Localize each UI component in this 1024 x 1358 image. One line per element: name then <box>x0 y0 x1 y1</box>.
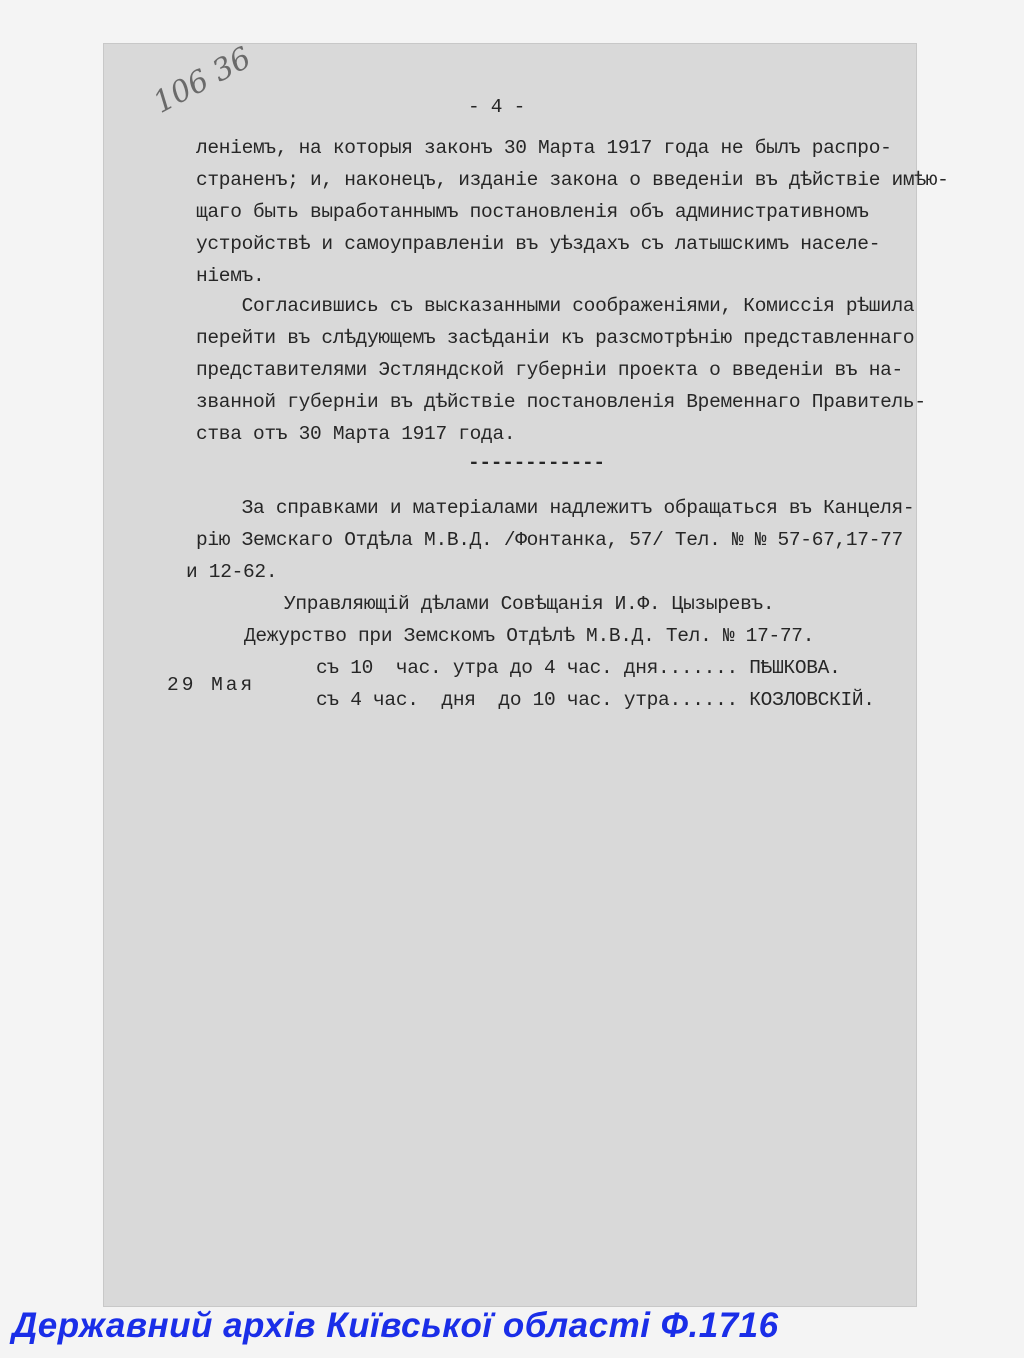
archive-stamp: Державний архів Київської області Ф.1716 <box>12 1306 779 1345</box>
text-line: ства отъ 30 Марта 1917 года. <box>196 423 516 445</box>
duty-line: Дежурство при Земскомъ Отдѣлѣ М.В.Д. Тел. № 17-77. <box>244 625 815 647</box>
text-line: устройствѣ и самоуправленіи въ уѣздахъ съ латышскимъ населе- <box>196 233 881 255</box>
text-line: Согласившись съ высказанными соображеніями, Комиссія рѣшила <box>196 295 915 317</box>
text-line: представителями Эстляндской губерніи проекта о введеніи въ на- <box>196 359 903 381</box>
text-line: рію Земскаго Отдѣла М.В.Д. /Фонтанка, 57/ Тел. № № 57-67,17-77 <box>196 529 903 551</box>
text-line: щаго быть выработаннымъ постановленія объ административномъ <box>196 201 869 223</box>
text-line: страненъ; и, наконецъ, изданіе закона о введеніи въ дѣйствіе имѣю- <box>196 169 949 191</box>
manager-line: Управляющій дѣлами Совѣщанія И.Ф. Цызыревъ. <box>284 593 775 615</box>
page-number: - 4 - <box>468 96 526 118</box>
text-line: За справками и матеріалами надлежитъ обращаться въ Канцеля- <box>196 497 915 519</box>
text-line: перейти въ слѣдующемъ засѣданіи къ разсмотрѣнію представленнаго <box>196 327 915 349</box>
handwritten-folio-number: 106 36 <box>147 40 257 121</box>
date-label: 29 Мая <box>167 674 256 696</box>
text-line: леніемъ, на которыя законъ 30 Марта 1917 года не былъ распро- <box>196 137 892 159</box>
shift-line: съ 4 час. дня до 10 час. утра...... КОЗЛОВСКІЙ. <box>316 689 875 711</box>
text-line: и 12-62. <box>186 561 278 583</box>
text-line: ніемъ. <box>196 265 265 287</box>
separator-line: ------------ <box>468 452 605 474</box>
text-line: званной губерніи въ дѣйствіе постановленія Временнаго Правитель- <box>196 391 926 413</box>
shift-line: съ 10 час. утра до 4 час. дня....... ПѢШКОВА. <box>316 657 841 679</box>
